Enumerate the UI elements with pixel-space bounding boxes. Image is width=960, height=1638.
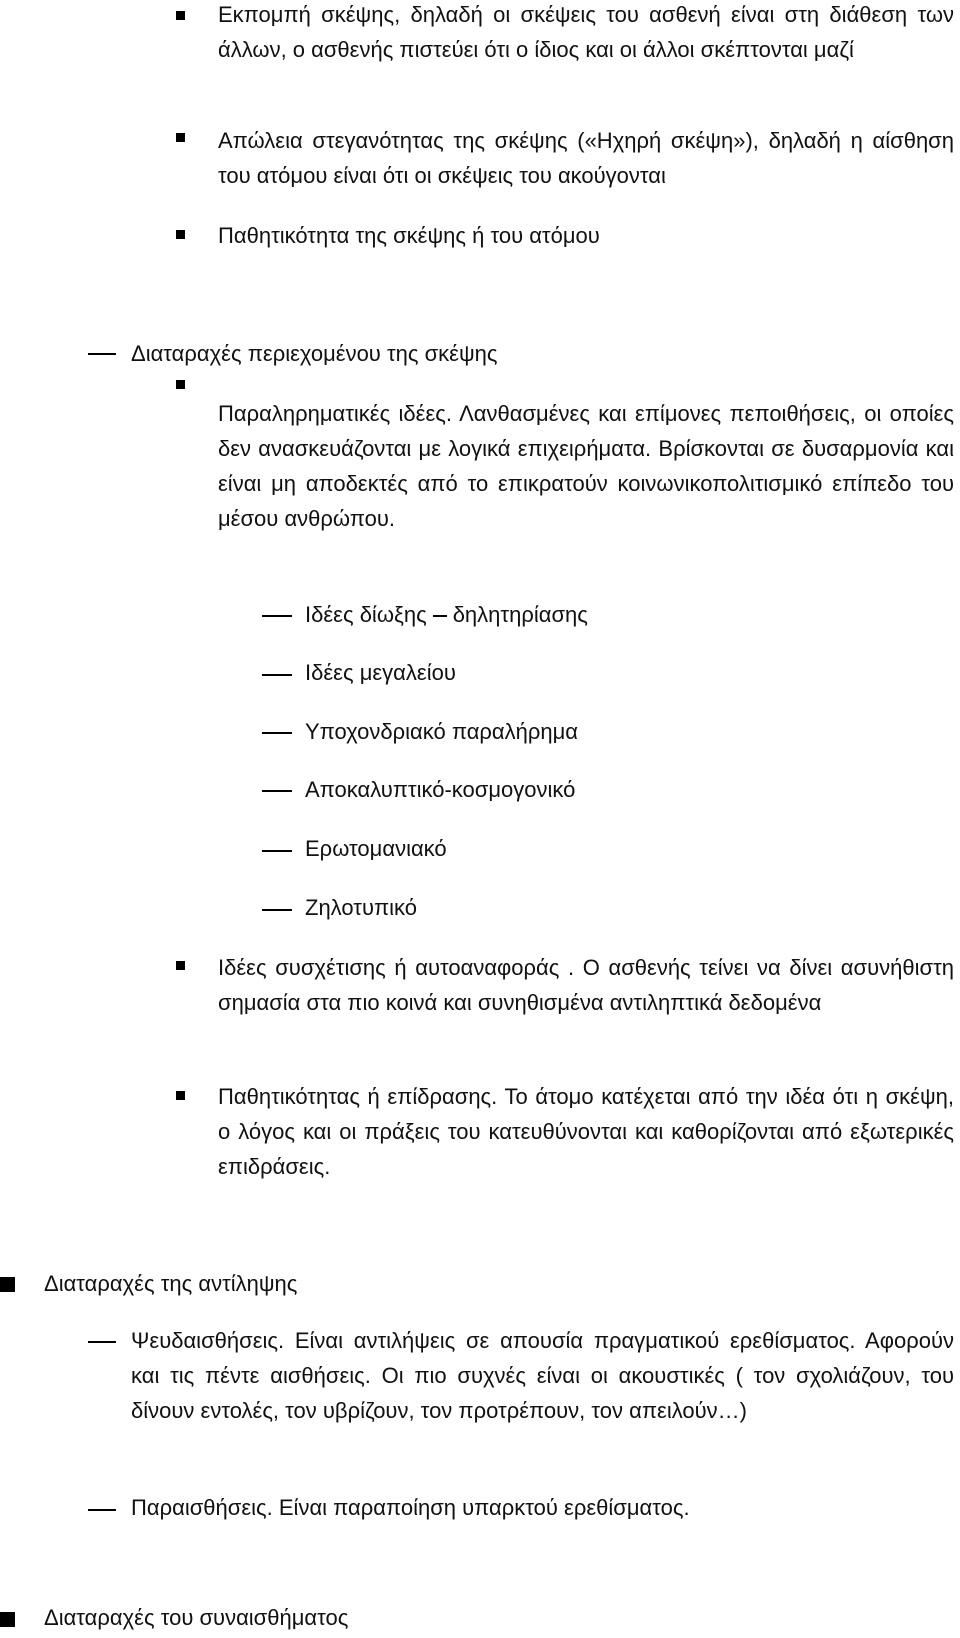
list-item: [305, 772, 945, 807]
dash-bullet-icon: [88, 353, 116, 355]
inline-dash-icon: [433, 615, 447, 617]
list-item: [218, 1079, 954, 1184]
persecution-text: Ιδέες δίωξης: [305, 602, 427, 627]
list-item: [218, 218, 954, 253]
list-item: [131, 1323, 954, 1428]
square-bullet-icon: [176, 961, 185, 970]
dash-bullet-icon: [262, 909, 292, 911]
section-heading: [44, 1266, 944, 1301]
section-heading: [44, 1600, 944, 1635]
illusions-text: Παραισθήσεις. Είναι παραποίηση υπαρκτού ερεθίσματος.: [131, 1495, 690, 1520]
reference-text: Ιδέες συσχέτισης ή αυτοαναφοράς . Ο ασθενής τείνει να δίνει ασυνήθιστη σημασία στα πιο κοινά και συνηθισμένα αντιληπτικά δεδομένα: [218, 955, 954, 1015]
square-bullet-icon: [176, 380, 185, 389]
emotion-disorders-text: Διαταραχές του συναισθήματος: [44, 1605, 349, 1630]
list-item: [218, 0, 954, 67]
hypochondriac-text: Υποχονδριακό παραλήρημα: [305, 719, 579, 744]
list-item: [131, 336, 951, 371]
square-bullet-icon: [176, 133, 185, 142]
square-bullet-icon: [176, 1091, 185, 1100]
square-bullet-icon: [0, 1612, 15, 1627]
list-item: [218, 123, 954, 193]
list-item: [305, 714, 945, 749]
thought-echo-text: Απώλεια στεγανότητας της σκέψης («Ηχηρή σκέψη»), δηλαδή η αίσθηση του ατόμου είναι ότι οι σκέψεις του ακούγονται: [218, 128, 954, 188]
list-item: [218, 950, 954, 1020]
list-item: [305, 655, 945, 690]
dash-bullet-icon: [88, 1341, 116, 1343]
list-item: [131, 1490, 954, 1525]
perception-disorders-text: Διαταραχές της αντίληψης: [44, 1271, 298, 1296]
list-item: [305, 597, 945, 632]
poisoning-text: δηλητηρίασης: [452, 602, 588, 627]
passivity-text: Παθητικότητα της σκέψης ή του ατόμου: [218, 223, 600, 248]
list-item: [218, 396, 954, 536]
jealous-text: Ζηλοτυπικό: [305, 895, 418, 920]
apocalyptic-text: Αποκαλυπτικό-κοσμογονικό: [305, 777, 576, 802]
list-item: [305, 831, 945, 866]
square-bullet-icon: [176, 230, 185, 239]
dash-bullet-icon: [262, 615, 292, 617]
thought-broadcast-text: Εκπομπή σκέψης, δηλαδή οι σκέψεις του ασθενή είναι στη διάθεση των άλλων, ο ασθενής πιστεύει ότι ο ίδιος και οι άλλοι σκέπτονται μαζί: [218, 2, 954, 62]
content-disorders-text: Διαταραχές περιεχομένου της σκέψης: [131, 341, 498, 366]
dash-bullet-icon: [88, 1509, 116, 1511]
delusions-text: Παραληρηματικές ιδέες. Λανθασμένες και επίμονες πεποιθήσεις, οι οποίες δεν ανασκευάζονται με λογικά επιχειρήματα. Βρίσκονται σε δυσαρμονία και είναι μη αποδεκτές από το επικρατούν κοινωνικοπολιτισμικό επίπεδο του μέσου ανθρώπου.: [218, 401, 954, 531]
square-bullet-icon: [176, 11, 185, 20]
grandeur-text: Ιδέες μεγαλείου: [305, 660, 456, 685]
hallucinations-text: Ψευδαισθήσεις. Είναι αντιλήψεις σε απουσία πραγματικού ερεθίσματος. Αφορούν και τις πέντε αισθήσεις. Οι πιο συχνές είναι οι ακουστικές ( τον σχολιάζουν, του δίνουν εντολές, τον υβρίζουν, τον προτρέπουν, τον απειλούν…): [131, 1328, 954, 1423]
dash-bullet-icon: [262, 790, 292, 792]
dash-bullet-icon: [262, 674, 292, 676]
list-item: [305, 890, 945, 925]
square-bullet-icon: [0, 1277, 15, 1292]
influence-text: Παθητικότητας ή επίδρασης. Το άτομο κατέχεται από την ιδέα ότι η σκέψη, ο λόγος και οι πράξεις του κατευθύνονται και καθορίζονται από εξωτερικές επιδράσεις.: [218, 1084, 954, 1179]
erotomanic-text: Ερωτομανιακό: [305, 836, 447, 861]
dash-bullet-icon: [262, 732, 292, 734]
dash-bullet-icon: [262, 850, 292, 852]
